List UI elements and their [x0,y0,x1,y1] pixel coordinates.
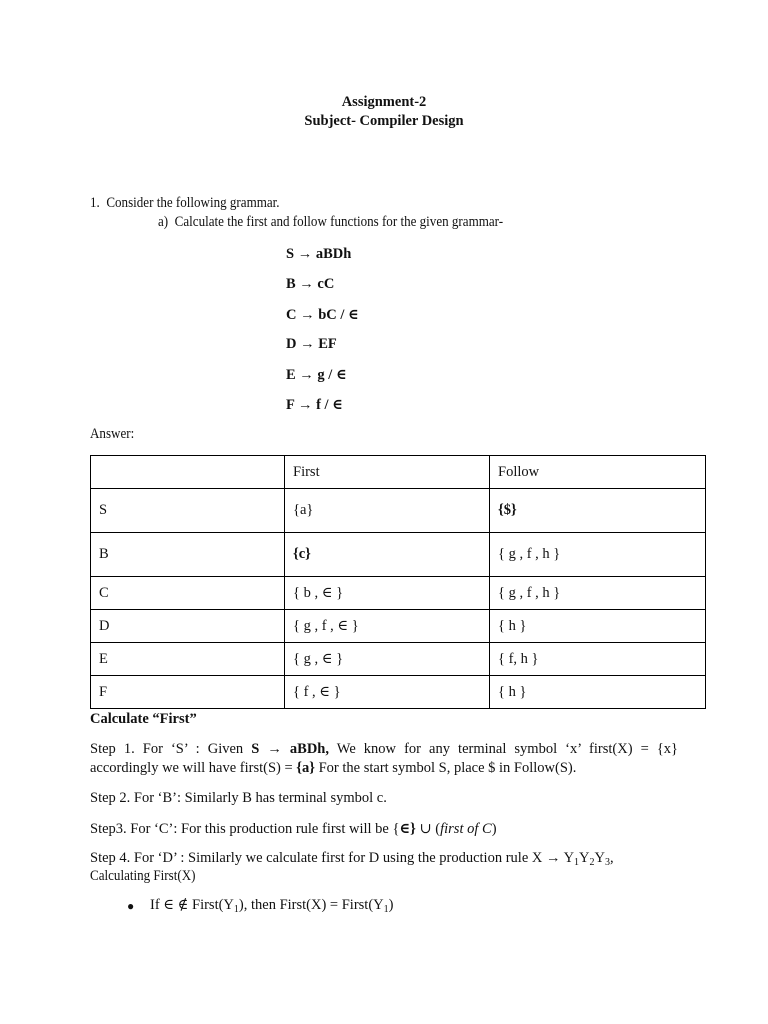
step-3-italic: first of C [440,821,492,837]
grammar-rule: E → g / ∈ [286,367,347,383]
table-header-cell: First [285,456,490,489]
document-subject: Subject- Compiler Design [304,113,464,129]
table-cell: {c} [285,533,490,577]
grammar-rule: B → cC [286,276,335,292]
bullet-text-b: ), then First(X) = First(Y [238,897,384,913]
grammar-rule: C → bC / ∈ [286,307,359,323]
question-part-text: Calculate the first and follow functions for the given grammar- [174,214,504,230]
step-1-intro: Step 1. For ‘S’ : Given [90,741,252,757]
bullet-item [150,897,393,914]
step-3-text: Step3. For ‘C’: For this production rule first will be { [90,821,400,837]
table-cell: { h } [490,610,706,643]
table-cell: { f, h } [490,643,706,676]
question-text: Consider the following grammar. [106,195,280,211]
table-cell: { b , ∈ } [285,577,490,610]
first-follow-table [90,455,706,709]
table-cell: {a} [285,489,490,533]
step-3-union: ∪ ( [415,821,441,837]
question-part [158,214,541,231]
question-number-label: 1. [90,195,100,211]
bullet-icon: ● [127,899,135,913]
table-header-cell: Follow [490,456,706,489]
step-3 [90,820,497,838]
calculating-first-text: Calculating First(X) [90,868,196,884]
calculating-first-heading [90,868,207,885]
grammar-rule: F → f / ∈ [286,397,343,413]
document-title: Assignment-2 [341,94,427,110]
step-1-line-2 [90,760,576,777]
table-header-cell [91,456,285,489]
table-cell: B [91,533,285,577]
step-3-close: ) [491,821,497,837]
table-cell: { g , ∈ } [285,643,490,676]
table-row [91,643,706,676]
step-1-middle: We know for any terminal symbol ‘x’ first(X) = {x} [329,741,678,757]
table-cell: C [91,577,285,610]
step-4-text: Step 4. For ‘D’ : Similarly we calculate first for D using the production rule X → Y [90,850,575,866]
grammar-rule: S → aBDh [286,246,352,262]
question-part-line [158,214,503,231]
table-cell: { f , ∈ } [285,676,490,709]
step-4-end: , [610,850,614,866]
step-4-sub-3: 3 [605,857,611,868]
step-4 [90,850,614,867]
table-cell: F [91,676,285,709]
step-4-y2: Y [579,850,590,866]
table-row [91,533,706,577]
step-1-line2-end: For the start symbol S, place $ in Follow(S). [314,760,577,776]
grammar-rule: D → EF [286,336,337,352]
table-row [91,489,706,533]
question-text-line [90,195,280,212]
table-cell: {$} [490,489,706,533]
step-4-sub-1: 1 [574,857,580,868]
answer-label-text: Answer: [90,426,135,442]
step-1-line-1 [90,741,678,758]
table-row [91,610,706,643]
table-row [91,577,706,610]
section-heading: Calculate “First” [90,711,197,727]
table-cell: { g , f , ∈ } [285,610,490,643]
step-4-sub-2: 2 [589,857,595,868]
table-row [91,676,706,709]
answer-label [90,426,139,443]
step-1-first-set: {a} [296,760,315,776]
step-1-rule: S → aBDh, [251,741,329,757]
table-cell: D [91,610,285,643]
step-3-epsilon: ∈} [399,821,416,837]
table-cell: S [91,489,285,533]
table-cell: { g , f , h } [490,533,706,577]
bullet-text-c: ) [388,897,394,913]
step-2: Step 2. For ‘B’: Similarly B has terminal symbol c. [90,790,387,806]
table-cell: { g , f , h } [490,577,706,610]
table-header-row [91,456,706,489]
question-part-label: a) [158,214,169,230]
step-1-line2-start: accordingly we will have first(S) = [90,760,297,776]
table-cell: { h } [490,676,706,709]
question-number [90,195,301,212]
bullet-sub-1: 1 [233,904,239,915]
bullet-sub-2: 1 [383,904,389,915]
table-cell: E [91,643,285,676]
bullet-text-a: If ∈ ∉ First(Y [150,897,234,913]
step-4-y3: Y [594,850,606,866]
